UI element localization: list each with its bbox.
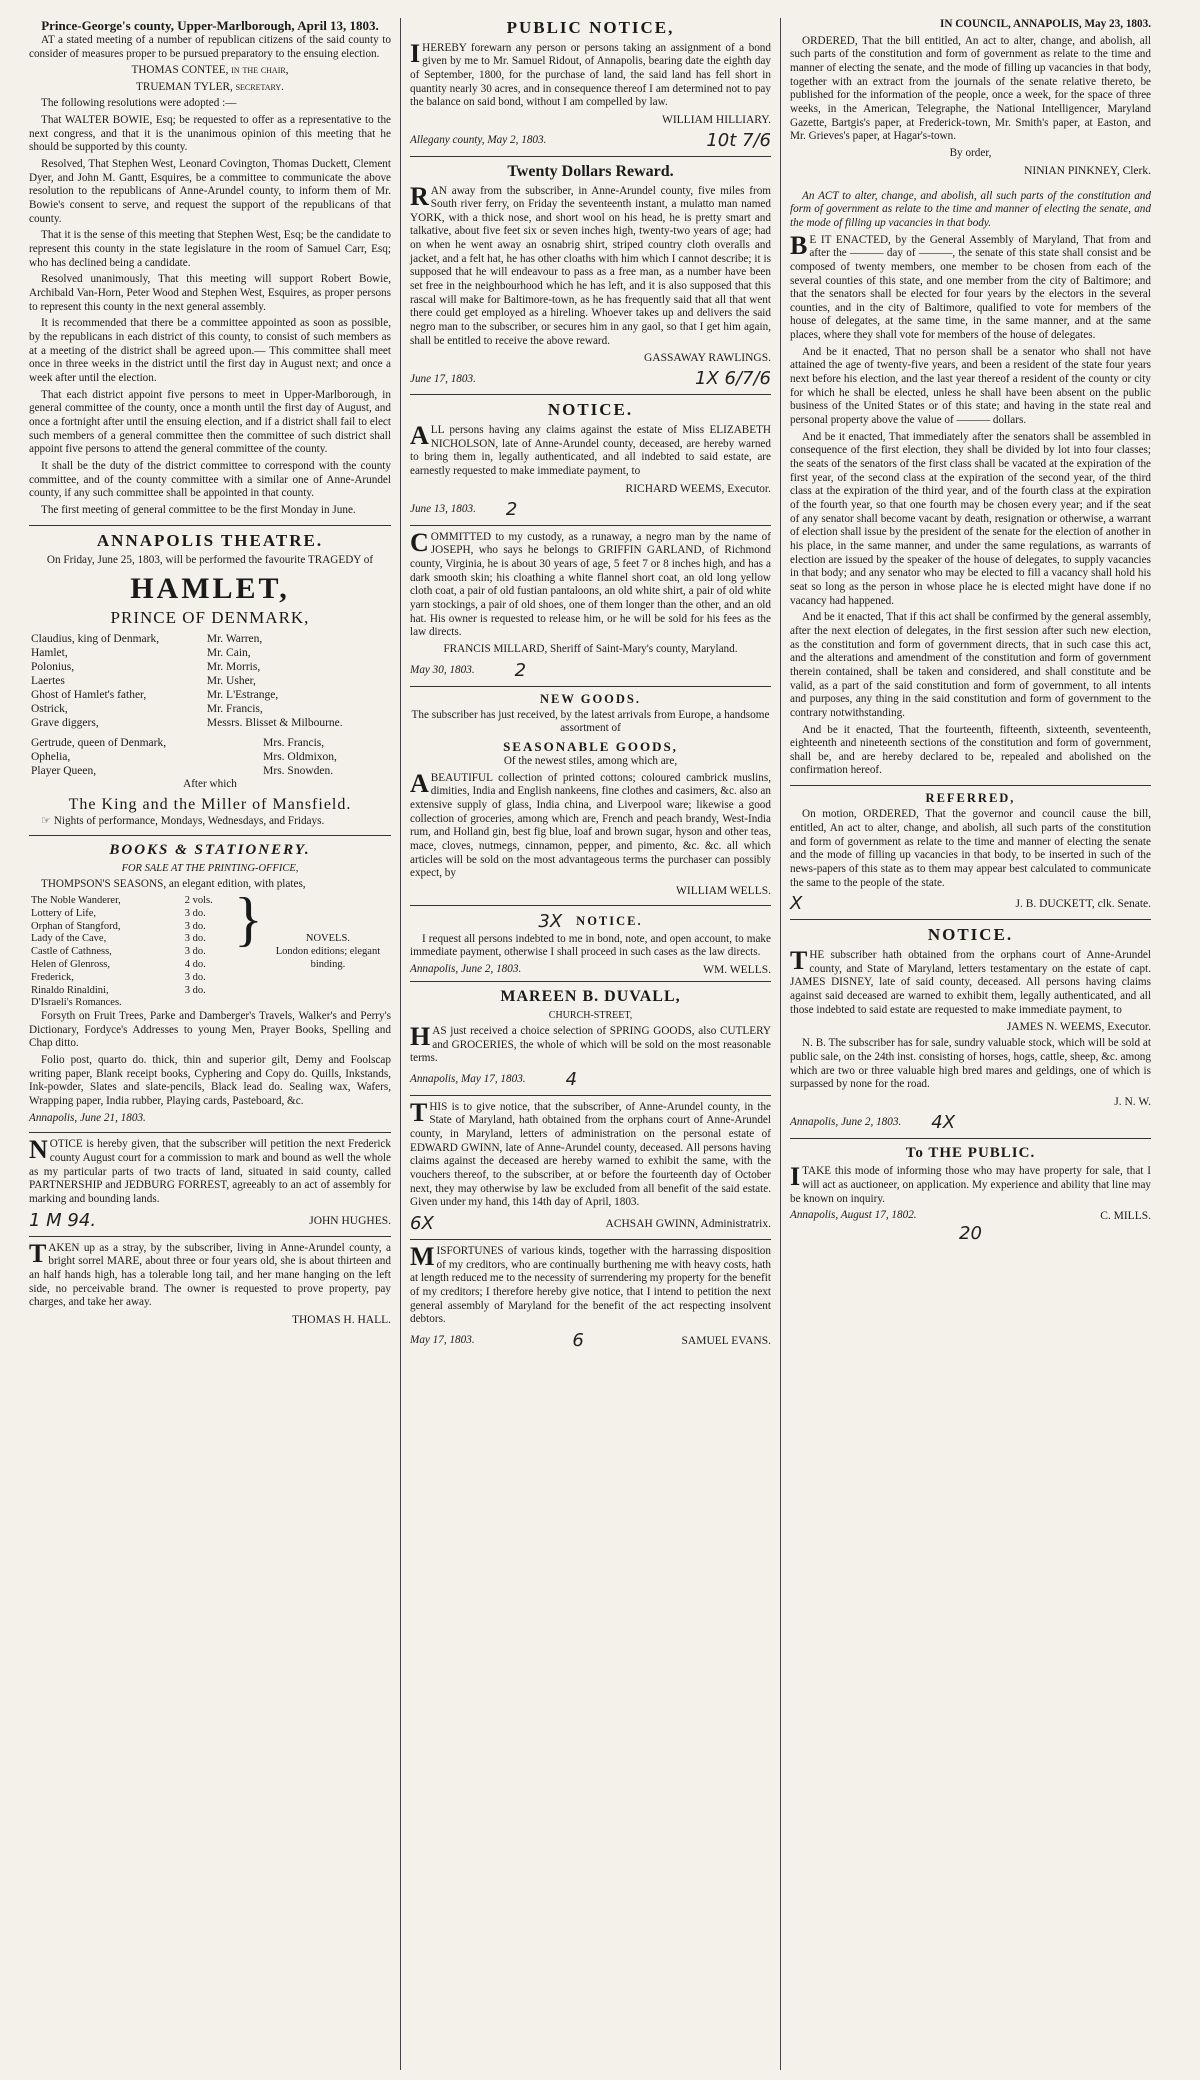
role: Grave diggers, [31,717,99,730]
wells-notice-text: I request all persons indebted to me in bond, note, and open account, to make immediate payment, otherwise I shall proceed in such cases as the law directs. [410,932,771,959]
meeting-chair: THOMAS CONTEE, in the chair, [131,64,289,77]
actor: Mrs. Francis, [263,737,325,750]
disney-estate-notice [790,925,1151,1139]
handwritten-mark: 10t 7/6 [706,130,771,152]
handwritten-mark: 6X [410,1213,434,1235]
meeting-secretary: TRUEMAN TYLER, secretary. [136,80,284,93]
committed-text: COMMITTED to my custody, as a runaway, a negro man by the name of JOSEPH, who says he belongs to GRIFFIN GARLAND, of Richmond county, Virginia, he is about 30 years of age, 5 feet 7 or 8 inches high, and has a dark smooth skin; his cloathing a white flannel short coat, an old long yellow cloth coat, a pair of old fustian pantaloons, an old white shirt, a pair of old white yarn stockings, a pair of old shoes, one of them longer than the other, and an old hat. His owner is requested to release him, or he will be sold for his fees as the law directs. [410,527,771,639]
books-stationery-advertisement [29,841,391,1133]
cast-list-men [29,632,391,730]
disney-date: Annapolis, June 2, 1803. [790,1116,902,1129]
wells-notice-signature: WM. WELLS. [703,964,771,977]
role: Claudius, king of Denmark, [31,633,160,646]
resolution-paragraph: That each district appoint five persons to meet in Upper-Marlborough, in general committee of the county, once a month until the first day of August, and once a fortnight after until the ensuing election, and if a district shall fail to elect such members of a general committee then the committee of such district shall appoint five persons to attend the general committee of the county. [29,388,391,456]
hughes-signature: JOHN HUGHES. [309,1214,391,1227]
referred-text: On motion, ORDERED, That the governor and council cause the bill, entitled, An act to alter, change, and abolish, all such parts of the constitution and form of government as relate to the time and manner of electing the senate and the mode of filling up vacancies in that body, to be inserted in such of the news-papers of this state as to them may appear best calculated to communicate the same to the people of the state. [790,808,1151,889]
meeting-intro: AT a stated meeting of a number of republican citizens of the said county to consider of measures proper to be pursued preparatory to the ensuing election. [29,33,391,60]
duvall-advertisement [410,987,771,1096]
resolution-paragraph: That it is the sense of this meeting that Stephen West, Esq; be the candidate to represent this county in the state legislature in the room of Samuel Carr, Esq; who has declined being a candidate. [29,229,391,269]
act-title: An ACT to alter, change, and abolish, all such parts of the constitution and form of government as relate to the time and manner of electing the senate, and the mode of filling up vacancies in that body. [790,189,1151,229]
gwinn-signature: ACHSAH GWINN, Administratrix. [605,1218,771,1230]
book-title: Lottery of Life, [31,907,97,919]
wells-debt-notice [410,911,771,982]
book-title: Frederick, [31,971,74,983]
public-notice-text: IHEREBY forewarn any person or persons taking an assignment of a bond given by me to Mr. Samuel Ridout, of Annapolis, bearing date the eighth day of September, 1800, for the purchase of land, the said land has fell short in quantity nearly 30 acres, and in consequence thereof I am determined not to pay the balance on said bond, without I am compelled by law. [410,38,771,109]
book-title: Rinaldo Rinaldini, [31,984,109,996]
james-weems-signature: JAMES N. WEEMS, Executor. [1006,1021,1151,1034]
book-title: Lady of the Cave, [31,933,107,945]
actor: Mrs. Oldmixon, [263,751,337,764]
wells-notice-heading: NOTICE. [576,914,643,929]
hughes-notice [29,1135,391,1236]
after-which: After which [183,778,237,791]
performance-nights: ☞ Nights of performance, Mondays, Wednesdays, and Fridays. [41,814,325,827]
handwritten-mark: X [790,893,803,915]
cast-row [29,750,391,764]
reward-date: June 17, 1803. [410,372,476,385]
duvall-heading: MAREEN B. DUVALL, [500,988,681,1006]
novel-list [29,885,391,1010]
books-subheading: FOR SALE AT THE PRINTING-OFFICE, [121,862,299,874]
weems-signature: RICHARD WEEMS, Executor. [625,482,771,495]
actor: Mr. Francis, [206,703,263,716]
hilliary-date: Allegany county, May 2, 1803. [410,134,547,147]
cast-row [29,716,391,730]
republican-meeting-notice [29,18,391,526]
to-the-public-notice [790,1144,1151,1252]
millard-signature: FRANCIS MILLARD, Sheriff of Saint-Mary's county, Maryland. [443,642,738,655]
actor: Mr. L'Estrange, [206,689,279,702]
by-order: By order, [949,146,992,159]
wells-signature: WILLIAM WELLS. [676,884,771,897]
books-date: Annapolis, June 21, 1803. [29,1111,146,1124]
council-heading: IN COUNCIL, ANNAPOLIS, May 23, 1803. [939,18,1151,30]
book-title: Helen of Glenross, [31,958,111,970]
stray-signature: THOMAS H. HALL. [291,1313,391,1326]
role: Laertes [31,675,65,688]
actor: Mr. Morris, [206,661,261,674]
book-title: D'Israeli's Romances. [31,997,122,1009]
goods-intro: The subscriber has just received, by the latest arrivals from Europe, a handsome assortment of [411,708,770,735]
evans-text: MISFORTUNES of various kinds, together with the harrassing disposition of my creditors, who are continually burthening me with heavy costs, hath at length reduced me to the necessity of surrendering my property for the benefit of my creditors; I therefore hereby give notice, that I intend to petition the next general assembly of Maryland for the benefit of the act respecting insolvent debtors. [410,1241,771,1326]
act-paragraph: And be it enacted, That no person shall be a senator who shall not have attained the age of twenty-five years, and been a resident of the state four years next before his election, and the last year thereof a resident of the county or city for which he shall be elected, unless he shall have been absent on the public business of the United States or of this state; and having in the state real and personal property above the value of ——— dollars. [790,345,1151,427]
book-title: The Noble Wanderer, [31,894,121,906]
cast-row [29,702,391,716]
handwritten-mark: 3X [538,910,563,932]
cast-row [29,646,391,660]
actor: Mr. Warren, [206,633,263,646]
book-volumes: 3 do. [184,984,206,996]
cast-row [29,632,391,646]
theatre-heading: ANNAPOLIS THEATRE. [96,530,324,550]
mills-signature: C. MILLS. [1100,1210,1151,1223]
rawlings-signature: GASSAWAY RAWLINGS. [643,352,771,365]
reward-text: RAN away from the subscriber, in Anne-Arundel county, five miles from South river ferry, on Friday the seventeenth instant, a mulatto man named YORK, with a thick nose, and short wool on his head, he is pretty smart and talkative, about five feet six or seven inches high, twenty-two years of age; had on when he went away an osnabrig shirt, striped country cloth overalls and jacket, and a felt hat, he has other cloaths with him which I cannot describe; it is supposed that he will endeavour to pass as a free man, as a number have been set free in the neighbourhood which he has left, and it is also supposed that this rascal will make for Baltimore-town, as he has frequently said that all that went there could get employed as a hireling. Whoever takes up and delivers the said negro man to the subscriber, or secures him in any gaol, so that I get him again, shall be entitled to receive the above reward. [410,181,771,347]
disney-text: THE subscriber hath obtained from the orphans court of Anne-Arundel county, and State of Maryland, letters testamentary on the estate of capt. JAMES DISNEY, late of said county, deceased. All persons having claims against said deceased are warned to exhibit them, legally authenticated, and all those indebted to said estate are requested to make immediate payment, to [790,946,1151,1016]
role: Polonius, [31,661,75,674]
actor: Mr. Cain, [206,647,251,660]
handwritten-mark: 6 [572,1329,584,1351]
gwinn-text: THIS is to give notice, that the subscriber, of Anne-Arundel county, in the State of Maryland, hath obtained from the orphans court of Anne-Arundel county, in Maryland, letters of administration on the personal estate of EDWARD GWINN, late of Anne-Arundel county, deceased. All persons having claims against the deceased are hereby warned to exhibit the same, with the vouchers thereof, to the subscriber, at or before the fourteenth day of October next, they may otherwise by law be excluded from all benefit of the said estate. Given under my hand, this 14th day of April, 1803. [410,1097,771,1209]
gwinn-estate-notice [410,1097,771,1240]
disney-notice-heading: NOTICE. [927,925,1014,945]
handwritten-mark: 4X [931,1111,956,1133]
column-1 [20,18,400,2070]
resolution-paragraph: It shall be the duty of the district committee to correspond with the county committee, and of the county committee with a similar one of Anne-Arundel county, if any such committee shall be appointed in that county. [29,459,391,500]
brace-glyph: } [234,885,263,952]
evans-date: May 17, 1803. [410,1334,475,1347]
play-title: HAMLET, [130,571,290,605]
council-order [790,18,1151,185]
book-title: Castle of Cathness, [31,946,112,958]
hilliary-signature: WILLIAM HILLIARY. [661,114,771,127]
column-3 [780,18,1160,2070]
stray-text: TAKEN up as a stray, by the subscriber, living in Anne-Arundel county, a bright sorrel MARE, about three or four years old, she is about thirteen and an half hands high, has a tolerable long tail, and her mane hanging on the left side, no perceivable brand. The owner is requested to prove property, pay charges, and take her away. [29,1238,391,1309]
book-volumes: 4 do. [184,958,206,970]
council-text: ORDERED, That the bill entitled, An act to alter, change, and abolish, all such parts of the constitution and form of government as relate to the time and manner of electing the senate, and the mode of filling up vacancies in that body, together with an extract from the journals of the senate relative thereto, be published for the information of the people, once a week, for the space of three weeks, in the American, Telegraphe, the National Intelligencer, Maryland Gazette, Bartgis's paper, at Frederick-town, Mr. Smith's paper, at Easton, and Mr. Grieves's paper, at Hagar's-town. [790,34,1151,143]
novels-label: NOVELS. [305,933,350,945]
book-volumes: 3 do. [184,920,206,932]
goods-text: ABEAUTIFUL collection of printed cottons; coloured cambrick muslins, dimities, India and English nankeens, fine clothes and casimers, &c. also an extensive supply of glass, India china, and Liverpool ware; likewise a good collection of groceries, among which are, French and peach brandy, West-India rum, and Holland gin, best fig blue, loaf and brown sugar, hyson and other teas, mace, cloves, nutmegs, cinnamon, pepper, and pimento, &c. &c. all which articles will be sold on the most advantageous terms the purchaser can possibly expect, by [410,768,771,880]
public-date: Annapolis, August 17, 1802. [790,1209,917,1222]
handwritten-mark: 1X 6/7/6 [695,368,771,390]
act-paragraph: And be it enacted, That if this act shall be confirmed by the general assembly, after the next election of delegates, in the first session after such new election, as the constitution and form of government directs, that in such case this act, and the alterations and amendment of the constitution and form of government therein contained, shall be taken and considered, and shall constitute and be valid, as a part of the said constitution and form of government, to all intents and purposes, any thing in the said constitution and form of government to the contrary notwithstanding. [790,611,1151,719]
hughes-text: NOTICE is hereby given, that the subscriber will petition the next Frederick county August court for a commission to mark and bound as well the whole as my particular parts of two tracts of land, situated in said county, called PARTNERSHIP and JEDBURG FORREST, agreeably to an act of assembly for marking and bounding lands. [29,1135,391,1206]
resolutions-intro: The following resolutions were adopted :— [41,97,237,110]
resolution-paragraph: The first meeting of general committee to be the first Monday in June. [41,503,356,516]
wells-notice-date: Annapolis, June 2, 1803. [410,963,522,976]
role: Ostrick, [31,703,68,716]
cast-row [29,764,391,778]
book-volumes: 3 do. [184,946,206,958]
referred-notice [790,791,1151,920]
act-paragraph: And be it enacted, That the fourteenth, fifteenth, sixteenth, seventeenth, eighteenth and nineteenth sections of the constitution and form of government, shall be, and are hereby declared to be, repealed and abolished on the confirmation hereof. [790,723,1151,777]
act-paragraph: BE IT ENACTED, by the General Assembly of Maryland, That from and after the ——— day of ———, the senate of this state shall consist and be composed of twenty members, one member to be chosen from each of the several counties of this state, and one member from the city of Baltimore; and that the senators shall be elected for four years by the electors in the several counties, and in the city of Baltimore, qualified to vote for members of the house of delegates, at the same time, in the same manner, and at the same places, where they shall vote for members of the house of delegates. [790,230,1151,342]
book-volumes: 3 do. [184,907,206,919]
duvall-date: Annapolis, May 17, 1803. [410,1072,526,1085]
cast-row [29,736,391,750]
play-subtitle: PRINCE OF DENMARK, [110,607,310,627]
role: Hamlet, [31,647,68,660]
handwritten-mark: 20 [959,1223,982,1245]
new-goods-heading: NEW GOODS. [539,691,642,706]
cast-row [29,674,391,688]
duckett-signature: J. B. DUCKETT, clk. Senate. [1015,898,1151,911]
handwritten-mark: 4 [565,1068,578,1090]
handwritten-mark: 1 M 94. [29,1209,97,1231]
stray-mare-notice [29,1238,391,1334]
books-heading: BOOKS & STATIONERY. [109,842,311,859]
role: Player Queen, [31,765,97,778]
handwritten-mark: 2 [505,498,518,520]
role: Ghost of Hamlet's father, [31,689,147,702]
pinkney-signature: NINIAN PINKNEY, Clerk. [1024,164,1151,177]
referred-heading: REFERRED, [925,791,1016,806]
duvall-text: HAS just received a choice selection of SPRING GOODS, also CUTLERY and GROCERIES, the whole of which will be sold on the most reasonable terms. [410,1021,771,1065]
weems-notice-heading: NOTICE. [547,400,634,420]
book-volumes: 3 do. [184,933,206,945]
resolution-paragraph: That WALTER BOWIE, Esq; be requested to offer as a representative to the next congress, and that it is the unanimous opinion of this meeting that he should be supported by this county. [29,114,391,154]
public-heading: To THE PUBLIC. [905,1144,1036,1161]
binding-note: London editions; elegant binding. [275,946,381,970]
committed-date: May 30, 1803. [410,663,475,676]
stationery-list-text: Folio post, quarto do. thick, thin and superior gilt, Demy and Foolscap writing paper, Blank receipt books, Cyphering and Copy do. Quills, Inkstands, Ink-powder, Slates and slate-pencils, Black lead do. Sealing wax, Wafers, Wrapping paper, India rubber, Playing cards, Pasteboard, &c. [29,1054,391,1108]
book-volumes: 3 do. [184,971,206,983]
public-notice-hilliary [410,18,771,157]
handwritten-mark: 2 [514,659,527,681]
resolution-paragraph: Resolved, That Stephen West, Leonard Covington, Thomas Duckett, Clement Dyer, and John M. Gantt, Esquires, be a committee to communicate the above resolution to the republicans of Anne-Arundel county, to inform them of Mr. Bowie's consent to serve, and request the support of the republicans of that county. [29,158,391,225]
goods-title: SEASONABLE GOODS, [503,739,678,755]
book-volumes: 2 vols. [184,894,213,906]
jnw-signature: J. N. W. [1114,1095,1151,1108]
cast-row [29,660,391,674]
books-list-text: Forsyth on Fruit Trees, Parke and Damberger's Travels, Walker's and Perry's Dictionary, Fordyce's Addresses to young Men, Prayer Books, Spelling and Chap ditto. [29,1010,391,1050]
committed-runaway-notice [410,527,771,687]
role: Gertrude, queen of Denmark, [31,737,167,750]
weems-date: June 13, 1803. [410,502,476,515]
cast-list-women [29,736,391,778]
runaway-reward-notice [410,162,771,395]
goods-sub: Of the newest stiles, among which are, [503,754,678,767]
actor: Mrs. Snowden. [263,765,334,778]
resolution-paragraph: Resolved unanimously, That this meeting will support Robert Bowie, Archibald Van-Horn, Peter Wood and Stephen West, Esquires, as proper persons to represent this county in the next general assembly. [29,273,391,313]
cast-row [29,688,391,702]
thompson-seasons: THOMPSON'S SEASONS, an elegant edition, with plates, [41,878,306,891]
duvall-street: CHURCH-STREET, [548,1009,633,1021]
evans-signature: SAMUEL EVANS. [681,1334,771,1347]
meeting-heading: Prince-George's county, Upper-Marlborough, April 13, 1803. [41,18,379,33]
reward-heading: Twenty Dollars Reward. [507,162,674,180]
new-goods-advertisement [410,692,771,906]
actor: Messrs. Blisset & Milbourne. [206,717,343,730]
afterpiece-title: The King and the Miller of Mansfield. [68,796,352,814]
public-text: ITAKE this mode of informing those who may have property for sale, that I will act as auctioneer, on application. My experience and ability that line may be known on inquiry. [790,1162,1151,1205]
column-2 [400,18,780,2070]
role: Ophelia, [31,751,71,764]
evans-insolvency-notice [410,1241,771,1356]
senate-act [790,190,1151,787]
public-notice-heading: PUBLIC NOTICE, [506,18,675,37]
disney-nb: N. B. The subscriber has for sale, sundry valuable stock, which will be sold at public sale, on the 24th inst. consisting of horses, hogs, cattle, sheep, &c. among which are two or three valuable high bred mares and geldings, one of which is surpassed by none for the road. [790,1037,1151,1091]
act-paragraph: And be it enacted, That immediately after the senators shall be assembled in consequence of the first election, they shall be divided by lot into four classes; the seats of the senators of the first class shall be vacated at the expiration of the first year, of the second class at the expiration of the second year, of the third class at the expiration of the third year, and of the fourth class at the expiration of the fourth year, so that one fourth may be chosen every year; and if the seat of any senator shall become vacant by death, resignation or otherwise, a warrant of election shall issue by the president of the senate for the election of another in his place, in the same manner, and under the same regulations, as warrants of election are issued by the speaker of the house of delegates, to supply vacancies in that body; and any senator who may be elected to fill a vacancy shall hold his seat so long as the person in whose place he is elected might have done if no vacancy had happened. [790,430,1151,607]
weems-text: ALL persons having any claims against the estate of Miss ELIZABETH NICHOLSON, late of Anne-Arundel county, deceased, are hereby warned to bring them in, legally authenticated, and all indebted to said estate, are earnestly requested to make immediate payment, to [410,421,771,478]
nicholson-estate-notice [410,400,771,525]
theatre-intro: On Friday, June 25, 1803, will be performed the favourite TRAGEDY of [46,554,374,567]
actor: Mr. Usher, [206,675,256,688]
resolution-paragraph: It is recommended that there be a committee appointed as soon as possible, by the republicans in each district of this county, to consist of such members as at a meeting of the district shall be agreed upon.— This committee shall meet once in three weeks in the district until the first day in August next; and once a week after until the election. [29,317,391,384]
theatre-advertisement [29,531,391,837]
book-title: Orphan of Stangford, [31,920,121,932]
